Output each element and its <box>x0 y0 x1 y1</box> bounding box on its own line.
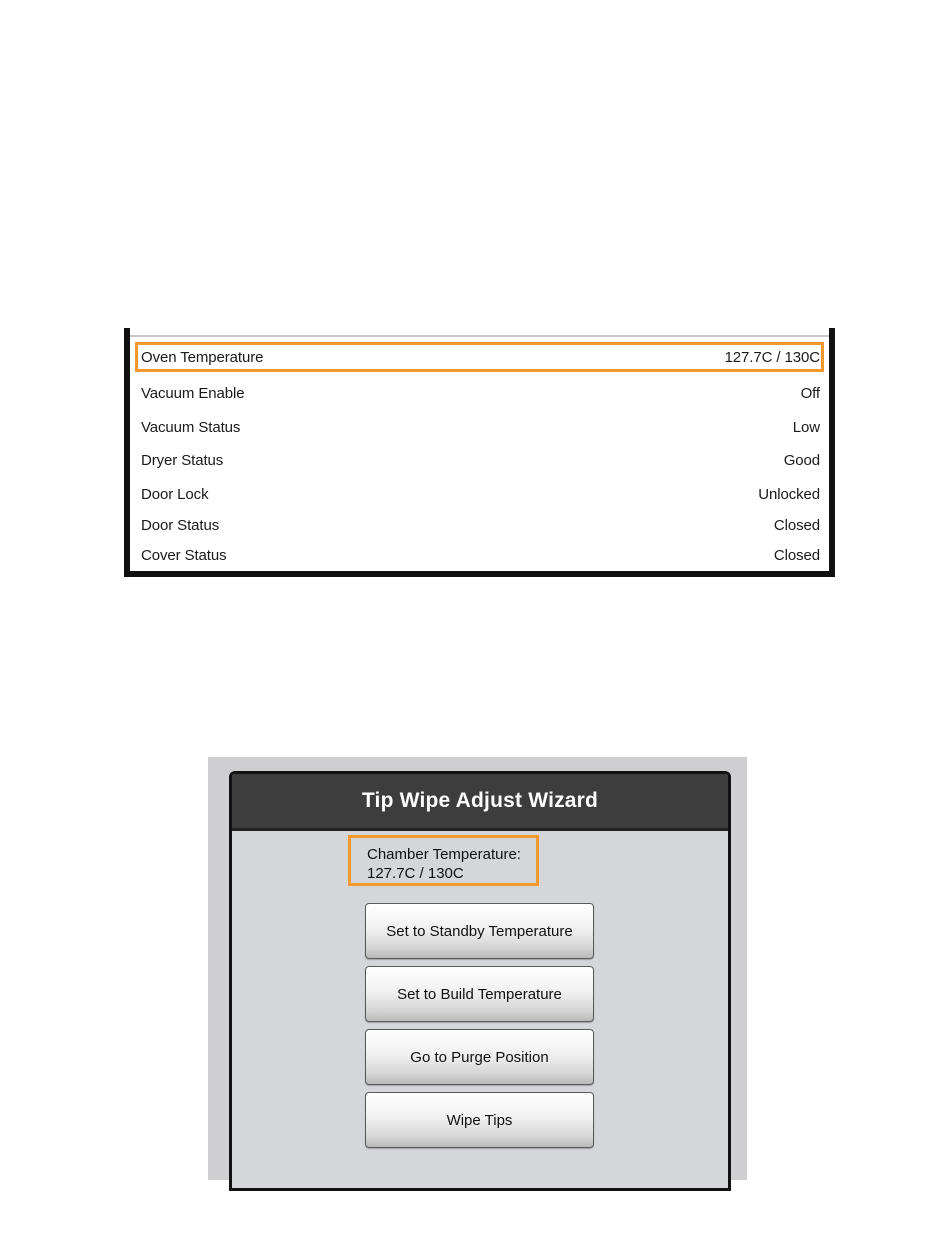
status-row-oven-temperature <box>135 342 824 372</box>
wipe-tips-button[interactable]: Wipe Tips <box>365 1092 594 1148</box>
status-row-door-lock <box>135 479 824 509</box>
status-panel <box>124 328 835 577</box>
status-label: Vacuum Status <box>141 418 241 436</box>
tip-wipe-wizard-window <box>229 771 731 1191</box>
status-row-door-status <box>135 510 824 540</box>
status-label: Oven Temperature <box>141 348 264 366</box>
chamber-temperature-value: 127.7C / 130C <box>367 865 464 882</box>
status-value: 127.7C / 130C <box>724 348 820 366</box>
status-label: Door Lock <box>141 485 209 503</box>
status-label: Dryer Status <box>141 451 224 469</box>
status-label: Door Status <box>141 516 220 534</box>
set-standby-temperature-button[interactable]: Set to Standby Temperature <box>365 903 594 959</box>
status-row-vacuum-status <box>135 412 824 442</box>
divider <box>130 335 829 337</box>
status-value: Closed <box>773 516 820 534</box>
chamber-temperature-box <box>348 835 539 886</box>
status-value: Good <box>783 451 820 469</box>
set-build-temperature-button[interactable]: Set to Build Temperature <box>365 966 594 1022</box>
go-to-purge-position-button[interactable]: Go to Purge Position <box>365 1029 594 1085</box>
wizard-title-bar <box>232 774 728 831</box>
chamber-temperature-label: Chamber Temperature: <box>367 846 521 863</box>
status-value: Off <box>800 384 820 402</box>
status-value: Closed <box>773 546 820 564</box>
status-value: Low <box>792 418 820 436</box>
status-label: Vacuum Enable <box>141 384 245 402</box>
status-label: Cover Status <box>141 546 227 564</box>
status-row-vacuum-enable <box>135 378 824 408</box>
status-row-dryer-status <box>135 445 824 475</box>
wizard-title: Tip Wipe Adjust Wizard <box>361 789 599 812</box>
status-value: Unlocked <box>758 485 820 503</box>
status-row-cover-status <box>135 540 824 570</box>
